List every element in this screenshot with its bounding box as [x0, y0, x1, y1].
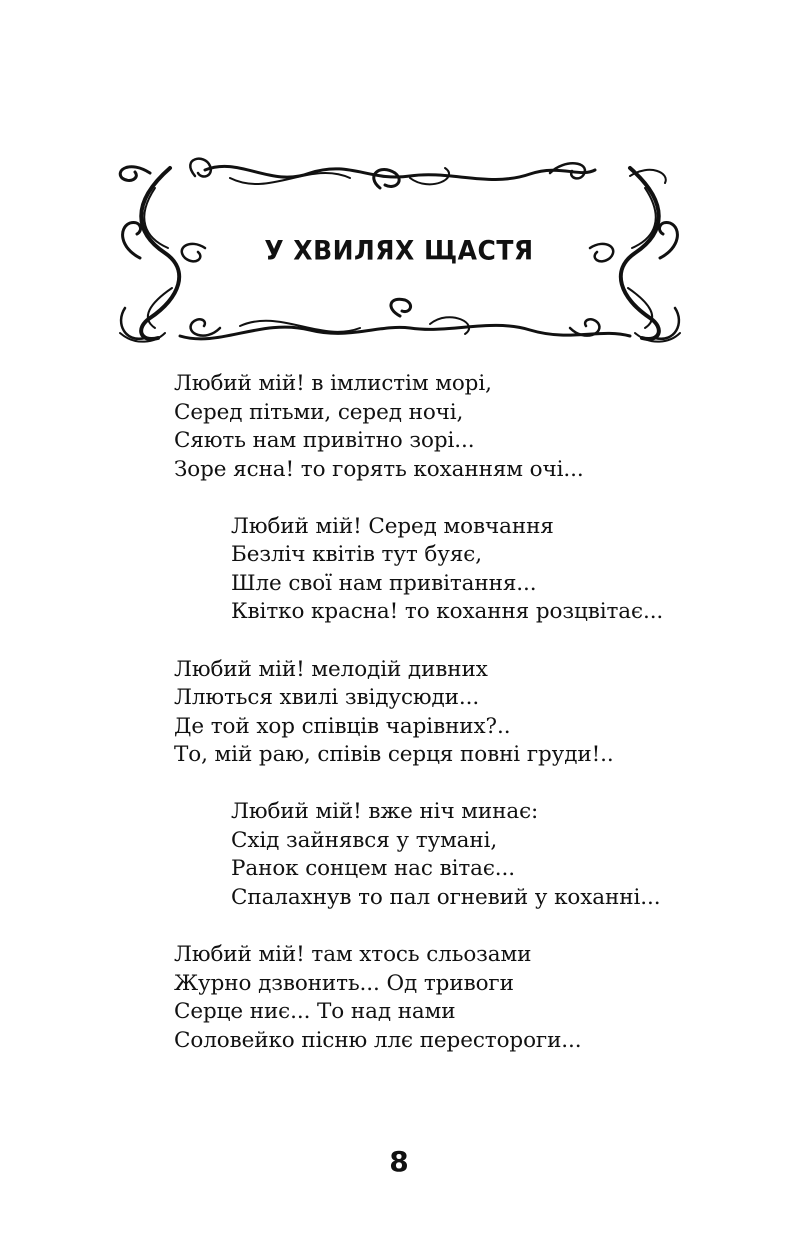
poem-line: Любий мій! вже ніч минає:: [231, 799, 539, 825]
poem-line: Спалахнув то пал огневий у коханні...: [231, 884, 661, 910]
stanza-4: [174, 798, 774, 912]
stanza-1: [174, 370, 774, 484]
poem-line: Соловейко пісню ллє перестороги...: [174, 1027, 582, 1053]
poem-line: Шле свої нам привітання...: [231, 570, 537, 596]
poem-line: Любий мій! мелодій дивних: [174, 656, 488, 682]
page-number: 8: [389, 1145, 409, 1178]
stanza-2: [174, 513, 774, 627]
poem-line: Квітко красна! то кохання розцвітає...: [231, 599, 664, 625]
poem-line: Схід зайнявся у тумані,: [231, 827, 498, 853]
poem-line: Ллються хвилі звідусюди...: [174, 685, 480, 711]
poem-line: Сяють нам привітно зорі...: [174, 428, 475, 453]
poem-line: Серед пітьми, серед ночі,: [174, 399, 464, 425]
poem-title: У ХВИЛЯХ ЩАСТЯ: [264, 235, 534, 266]
stanza-5: [174, 941, 774, 1055]
poem-line: Журно дзвонить... Од тривоги: [174, 970, 514, 996]
poem-line: Де той хор співців чарівних?..: [174, 713, 511, 739]
poem-body: [174, 370, 774, 1084]
poem-line: Зоре ясна! то горять коханням очі...: [174, 456, 584, 482]
poem-line: Любий мій! там хтось сльозами: [174, 942, 532, 968]
poem-line: Серце ниє... То над нами: [174, 999, 456, 1025]
poem-line: Ранок сонцем нас вітає...: [231, 856, 516, 882]
stanza-3: [174, 656, 774, 770]
poem-line: То, мій раю, співів серця повні груди!..: [174, 742, 614, 768]
poem-line: Любий мій! Серед мовчання: [231, 513, 554, 539]
poem-line: Безліч квітів тут буяє,: [231, 542, 482, 568]
poem-line: Любий мій! в імлистім морі,: [174, 371, 492, 396]
